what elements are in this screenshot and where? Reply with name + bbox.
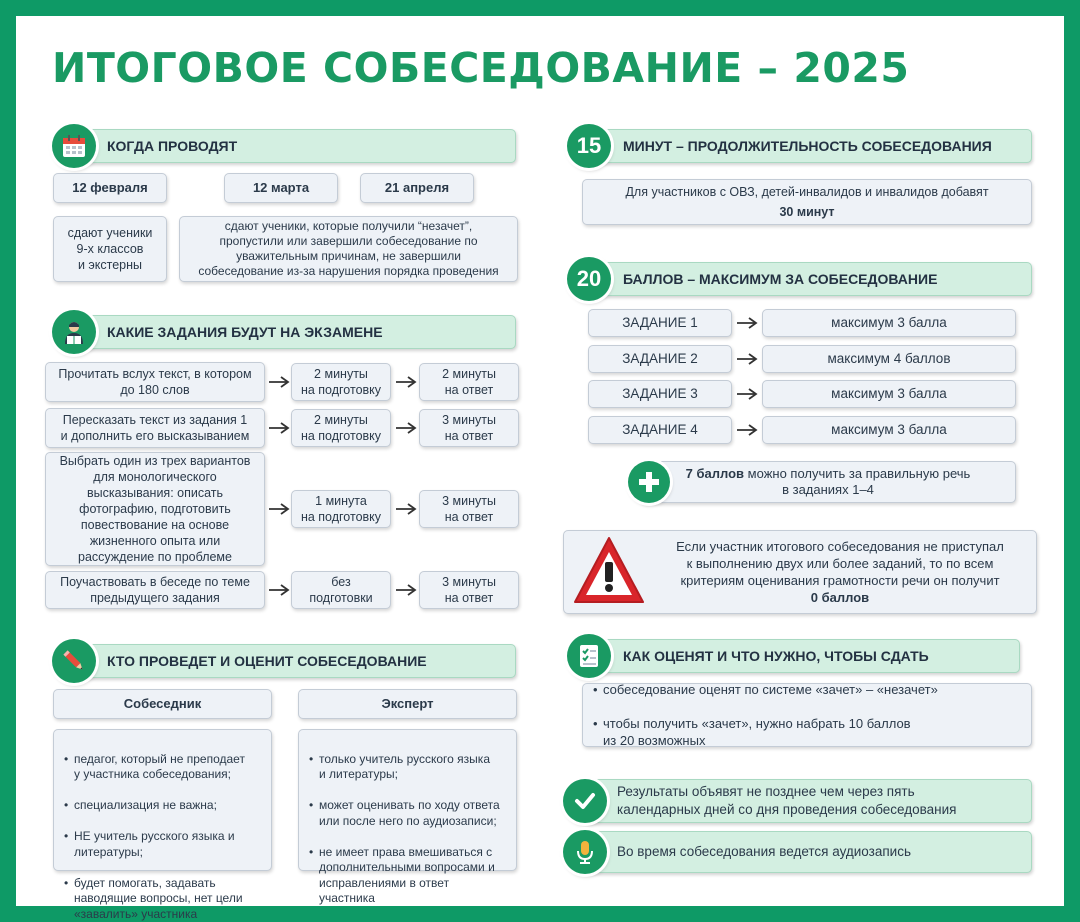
section-who-header xyxy=(66,644,516,678)
score-max-value xyxy=(762,380,1016,408)
bonus-text: можно получить за правильную речь xyxy=(744,466,971,481)
interviewer-list-box xyxy=(53,729,272,921)
score-task-label: ЗАДАНИЕ 1 xyxy=(588,309,732,337)
bonus-text-line2: в заданиях 1–4 xyxy=(782,482,874,497)
score-max-suffix: балла xyxy=(904,421,947,437)
score-max-value xyxy=(762,416,1016,444)
interviewer-item: • педагог, который не преподает у участника собеседования; xyxy=(64,752,245,783)
task-description: Прочитать вслух текст, в котором до 180 слов xyxy=(45,362,265,402)
score-max-prefix: максимум xyxy=(831,421,898,437)
expert-item: • может оценивать по ходу ответа или после него по аудиозаписи; xyxy=(309,798,500,829)
section-when-header xyxy=(66,129,516,163)
expert-list-box xyxy=(298,729,517,905)
duration-number-badge: 15 xyxy=(567,124,611,168)
section-duration-header xyxy=(582,129,1032,163)
checkmark-icon xyxy=(563,779,607,823)
score-task-label: ЗАДАНИЕ 2 xyxy=(588,345,732,373)
duration-extra: 30 минут xyxy=(779,205,835,219)
score-max-suffix: баллов xyxy=(901,350,951,366)
task-prep-time: 2 минуты на подготовку xyxy=(291,363,391,401)
score-max-prefix: максимум xyxy=(827,350,894,366)
expert-title: Эксперт xyxy=(298,689,517,719)
score-task-label: ЗАДАНИЕ 4 xyxy=(588,416,732,444)
date-march: 12 марта xyxy=(224,173,338,203)
task-answer-time: 3 минуты на ответ xyxy=(419,490,519,528)
results-bar: Результаты объявят не позднее чем через пять календарных дней со дня проведения собеседования xyxy=(582,779,1032,823)
task-description: Пересказать текст из задания 1 и дополнить его высказыванием xyxy=(45,408,265,448)
section-grading-title: КАК ОЦЕНЯТ И ЧТО НУЖНО, ЧТОБЫ СДАТЬ xyxy=(623,648,929,664)
task-description: Выбрать один из трех вариантов для монологического высказывания: описать фотографию, подготовить повествование на основе жизненного опыта или рассуждение по проблеме xyxy=(45,452,265,566)
arrow-right-icon xyxy=(736,423,758,437)
task-prep-time: 1 минута на подготовку xyxy=(291,490,391,528)
score-task-label: ЗАДАНИЕ 3 xyxy=(588,380,732,408)
arrow-right-icon xyxy=(736,387,758,401)
section-tasks-header xyxy=(66,315,516,349)
pencil-icon xyxy=(52,639,96,683)
score-max-value xyxy=(762,309,1016,337)
date-february: 12 февраля xyxy=(53,173,167,203)
score-max-value xyxy=(762,345,1016,373)
score-max-number: 4 xyxy=(893,350,902,366)
calendar-icon xyxy=(52,124,96,168)
score-number-badge: 20 xyxy=(567,257,611,301)
score-max-number: 3 xyxy=(897,421,905,437)
main-date-participants: сдают ученики 9-х классов и экстерны xyxy=(53,216,167,282)
arrow-right-icon xyxy=(395,583,417,597)
grading-item: • собеседование оценят по системе «зачет» – «незачет» xyxy=(593,681,938,698)
arrow-right-icon xyxy=(268,583,290,597)
section-duration-title: МИНУТ – ПРОДОЛЖИТЕЛЬНОСТЬ СОБЕСЕДОВАНИЯ xyxy=(623,138,992,154)
arrow-right-icon xyxy=(395,502,417,516)
warning-result: 0 баллов xyxy=(810,590,870,605)
score-max-prefix: максимум xyxy=(831,315,898,330)
audio-bar: Во время собеседования ведется аудиозапись xyxy=(582,831,1032,873)
interviewer-item: • НЕ учитель русского языка и литературы; xyxy=(64,829,245,860)
retake-date-participants: сдают ученики, которые получили “незачет”, пропустили или завершили собеседование по уважительным причинам, не завершили собеседование из-за нарушения порядка проведения xyxy=(179,216,518,282)
score-max-number: 3 xyxy=(897,386,905,401)
grading-list-box xyxy=(582,683,1032,747)
score-max-suffix: балла xyxy=(904,315,947,330)
bonus-box xyxy=(640,461,1016,503)
task-description: Поучаствовать в беседе по теме предыдущего задания xyxy=(45,571,265,609)
page-title: ИТОГОВОЕ СОБЕСЕДОВАНИЕ – 2025 xyxy=(52,44,910,92)
arrow-right-icon xyxy=(395,375,417,389)
duration-note-box xyxy=(582,179,1032,225)
student-reading-icon xyxy=(52,310,96,354)
date-april: 21 апреля xyxy=(360,173,474,203)
grading-item: • чтобы получить «зачет», нужно набрать 10 баллов из 20 возможных xyxy=(593,715,938,749)
interviewer-item: • специализация не важна; xyxy=(64,798,245,814)
section-who-title: КТО ПРОВЕДЕТ И ОЦЕНИТ СОБЕСЕДОВАНИЕ xyxy=(107,653,427,669)
arrow-right-icon xyxy=(268,421,290,435)
task-answer-time: 3 минуты на ответ xyxy=(419,571,519,609)
section-score-title: БАЛЛОВ – МАКСИМУМ ЗА СОБЕСЕДОВАНИЕ xyxy=(623,271,938,287)
section-when-title: КОГДА ПРОВОДЯТ xyxy=(107,138,238,154)
score-max-suffix: балла xyxy=(904,386,947,401)
score-max-number: 3 xyxy=(897,315,905,330)
warning-icon xyxy=(572,534,646,608)
arrow-right-icon xyxy=(736,316,758,330)
task-prep-time: без подготовки xyxy=(291,571,391,609)
arrow-right-icon xyxy=(736,352,758,366)
task-answer-time: 2 минуты на ответ xyxy=(419,363,519,401)
microphone-icon xyxy=(563,830,607,874)
arrow-right-icon xyxy=(395,421,417,435)
score-max-prefix: максимум xyxy=(831,386,898,401)
section-tasks-title: КАКИЕ ЗАДАНИЯ БУДУТ НА ЭКЗАМЕНЕ xyxy=(107,324,383,340)
arrow-right-icon xyxy=(268,375,290,389)
expert-item: • не имеет права вмешиваться с дополнительными вопросами и исправлениями в ответ участника xyxy=(309,845,500,907)
task-answer-time: 3 минуты на ответ xyxy=(419,409,519,447)
interviewer-title: Собеседник xyxy=(53,689,272,719)
section-score-header xyxy=(582,262,1032,296)
expert-item: • только учитель русского языка и литературы; xyxy=(309,752,500,783)
warning-text: Если участник итогового собеседования не приступал к выполнению двух или более заданий, то по всем критериям оценивания грамотности речи он получит xyxy=(676,539,1004,588)
plus-icon xyxy=(628,461,670,503)
interviewer-item: • будет помогать, задавать наводящие вопросы, нет цели «завалить» участника xyxy=(64,876,245,922)
arrow-right-icon xyxy=(268,502,290,516)
duration-note: Для участников с ОВЗ, детей-инвалидов и инвалидов добавят xyxy=(625,185,989,199)
task-prep-time: 2 минуты на подготовку xyxy=(291,409,391,447)
bonus-points: 7 баллов xyxy=(685,466,745,481)
